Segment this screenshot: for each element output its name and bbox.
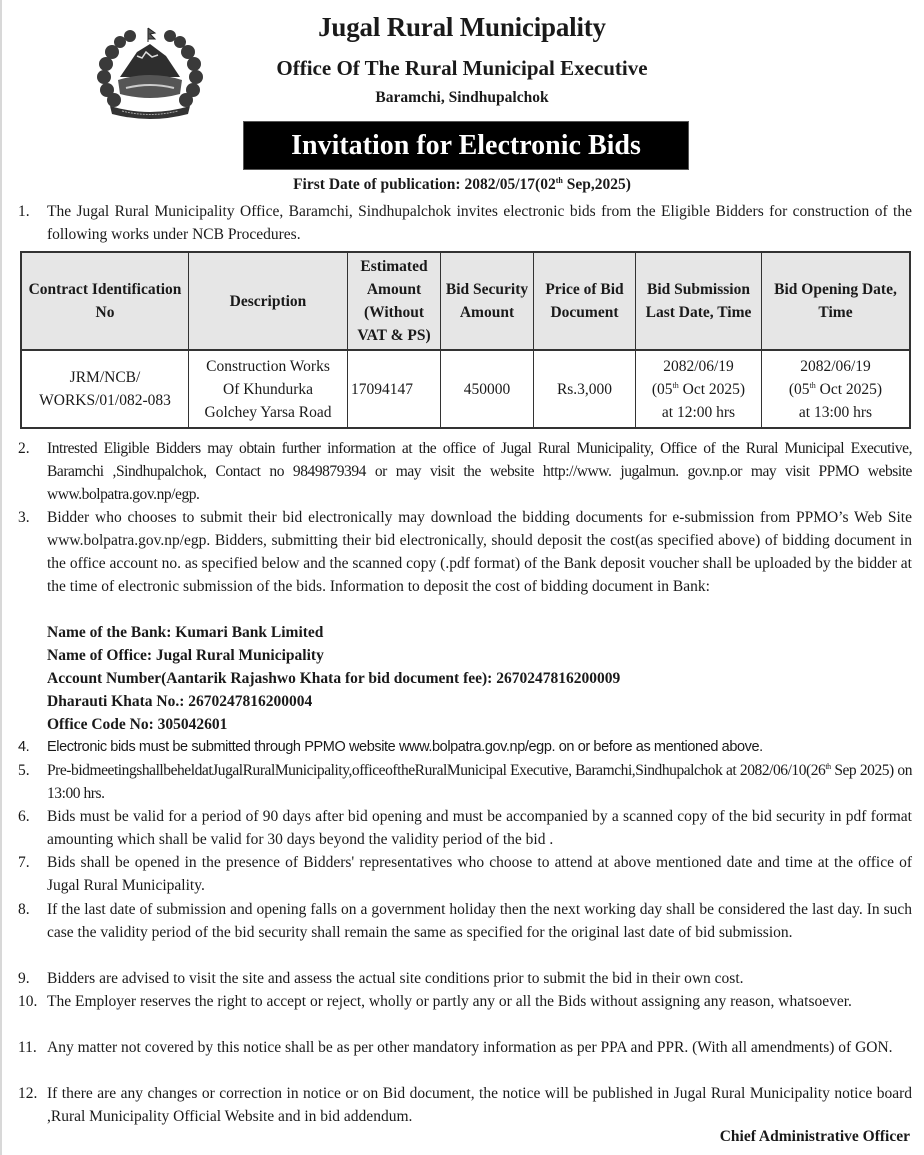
notice-item-1: 1. The Jugal Rural Municipality Office, Baramchi, Sindhupalchok invites electronic bids from the Eligible Bidders for construction of the following works under NCB Procedures. bbox=[18, 200, 912, 246]
office-code: Office Code No: 305042601 bbox=[47, 716, 228, 733]
account-number: Account Number(Aantarik Rajashwo Khata for bid document fee): 2670247816200009 bbox=[47, 670, 621, 687]
bank-name: Name of the Bank: Kumari Bank Limited bbox=[47, 624, 324, 641]
notice-item-8: 8. If the last date of submission and opening falls on a government holiday then the next working day shall be considered the last day. In such case the validity period of the bid security shall remain the same as specified for the original last date of bid submission. bbox=[18, 898, 912, 944]
notice-item-11: 11. Any matter not covered by this notice shall be as per other mandatory information as per PPA and PPR. (With all amendments) of GON. bbox=[18, 1036, 912, 1059]
cell-submission-date: 2082/06/19 (05th Oct 2025) at 12:00 hrs bbox=[636, 350, 762, 428]
notice-item-text: The Jugal Rural Municipality Office, Baramchi, Sindhupalchok invites electronic bids from the Eligible Bidders for construction of the following works under NCB Procedures. bbox=[47, 203, 912, 243]
col-estimated-amount: Estimated Amount (Without VAT & PS) bbox=[348, 252, 441, 350]
notice-item-7: 7. Bids shall be opened in the presence of Bidders' representatives who choose to attend at above mentioned date and time at the office of Jugal Rural Municipality. bbox=[18, 851, 912, 897]
cell-bid-security: 450000 bbox=[441, 350, 534, 428]
contract-table bbox=[20, 251, 911, 429]
col-description: Description bbox=[189, 252, 348, 350]
office-subtitle: Office Of The Rural Municipal Executive bbox=[276, 56, 648, 80]
col-submission-date: Bid Submission Last Date, Time bbox=[636, 252, 762, 350]
notice-item-text: Bids shall be opened in the presence of Bidders' representatives who choose to attend at above mentioned date and time at the office of Jugal Rural Municipality. bbox=[47, 854, 912, 894]
notice-item-5: 5. Pre-bidmeetingshallbeheldatJugalRuralMunicipality,officeoftheRuralMunicipal Executive, Baramchi,Sindhupalchok at 2082/06/10(26th Sep 2025) on 13:00 hrs. bbox=[18, 759, 912, 805]
col-opening-date: Bid Opening Date, Time bbox=[762, 252, 911, 350]
notice-item-12: 12. If there are any changes or correction in notice or on Bid document, the notice will be published in Jugal Rural Municipality notice board ,Rural Municipality Official Website and in bid addendum. bbox=[18, 1082, 912, 1128]
cell-price-of-document: Rs.3,000 bbox=[534, 350, 636, 428]
notice-item-text: Pre-bidmeetingshallbeheldatJugalRuralMunicipality,officeoftheRuralMunicipal Executive, Baramchi,Sindhupalchok at 2082/06/10(26th Sep 2025) on 13:00 hrs. bbox=[47, 761, 913, 802]
signature-title: Chief Administrative Officer bbox=[719, 1128, 910, 1145]
cell-opening-date: 2082/06/19 (05th Oct 2025) at 13:00 hrs bbox=[762, 350, 911, 428]
municipality-title: Jugal Rural Municipality bbox=[318, 12, 606, 42]
table-row bbox=[21, 350, 910, 428]
notice-banner-text: Invitation for Electronic Bids bbox=[291, 129, 641, 161]
notice-item-text: If the last date of submission and opening falls on a government holiday then the next working day shall be considered the last day. In such case the validity period of the bid security shall remain the same as specified for the original last date of bid submission. bbox=[47, 901, 912, 941]
office-location: Baramchi, Sindhupalchok bbox=[375, 89, 549, 106]
notice-item-text: Bids must be valid for a period of 90 days after bid opening and must be accompanied by a scanned copy of the bid security in pdf format amounting which shall be valid for 30 days beyond the validity period of the bid . bbox=[47, 808, 912, 848]
cell-estimated-amount: 17094147 bbox=[348, 350, 441, 428]
page-edge bbox=[0, 0, 2, 1155]
office-name: Name of Office: Jugal Rural Municipality bbox=[47, 647, 324, 664]
col-bid-security: Bid Security Amount bbox=[441, 252, 534, 350]
notice-item-2: 2. Intrested Eligible Bidders may obtain further information at the office of Jugal Rural Municipality, Office of the Rural Municipal Executive, Baramchi ,Sindhupalchok, Contact no 9849879394 or may visit the website http://www. jugalmun. gov.np.or may visit PPMO website www.bolpatra.gov.np/egp. bbox=[18, 437, 912, 506]
notice-item-9: 9. Bidders are advised to visit the site and assess the actual site conditions prior to submit the bid in their own cost. bbox=[18, 967, 912, 990]
publication-date: First Date of publication: 2082/05/17(02th Sep,2025) bbox=[293, 175, 631, 193]
notice-item-text: Bidder who chooses to submit their bid electronically may download the bidding documents for e-submission from PPMO’s Web Site www.bolpatra.gov.np/egp. Bidders, submitting their bid electronically, should deposit the cost(as specified above) of bidding document in the office account no. as specified below and the scanned copy (.pdf format) of the Bank deposit voucher shall be uploaded by the bidder at the time of electronic submission of the bids. Information to deposit the cost of bidding document in Bank: bbox=[47, 509, 912, 595]
table-header-row bbox=[21, 252, 910, 350]
col-contract-id: Contract Identification No bbox=[21, 252, 189, 350]
cell-contract-id: JRM/NCB/ WORKS/01/082-083 bbox=[21, 350, 189, 428]
dharauti-khata: Dharauti Khata No.: 2670247816200004 bbox=[47, 693, 313, 710]
notice-item-text: If there are any changes or correction in notice or on Bid document, the notice will be published in Jugal Rural Municipality notice board ,Rural Municipality Official Website and in bid addendum. bbox=[47, 1085, 912, 1125]
notice-item-text: Any matter not covered by this notice shall be as per other mandatory information as per PPA and PPR. (With all amendments) of GON. bbox=[47, 1039, 893, 1056]
notice-item-text: The Employer reserves the right to accept or reject, wholly or partly any or all the Bids without assigning any reason, whatsoever. bbox=[47, 993, 852, 1010]
cell-description: Construction Works Of Khundurka Golchey Yarsa Road bbox=[189, 350, 348, 428]
notice-item-text: Intrested Eligible Bidders may obtain further information at the office of Jugal Rural Municipality, Office of the Rural Municipal Executive, Baramchi ,Sindhupalchok, Contact no 9849879394 or may visit the website http://www. jugalmun. gov.np.or may visit PPMO website www.bolpatra.gov.np/egp. bbox=[47, 440, 912, 503]
notice-item-text: Electronic bids must be submitted through PPMO website www.bolpatra.gov.np/egp. on or before as mentioned above. bbox=[47, 739, 763, 755]
col-price-of-document: Price of Bid Document bbox=[534, 252, 636, 350]
notice-item-4: 4. Electronic bids must be submitted through PPMO website www.bolpatra.gov.np/egp. on or before as mentioned above. bbox=[18, 736, 912, 759]
notice-item-text: Bidders are advised to visit the site and assess the actual site conditions prior to submit the bid in their own cost. bbox=[47, 970, 744, 987]
notice-item-6: 6. Bids must be valid for a period of 90 days after bid opening and must be accompanied by a scanned copy of the bid security in pdf format amounting which shall be valid for 30 days beyond the validity period of the bid . bbox=[18, 805, 912, 851]
notice-item-3: 3. Bidder who chooses to submit their bid electronically may download the bidding documents for e-submission from PPMO’s Web Site www.bolpatra.gov.np/egp. Bidders, submitting their bid electronically, should deposit the cost(as specified above) of bidding document in the office account no. as specified below and the scanned copy (.pdf format) of the Bank deposit voucher shall be uploaded by the bidder at the time of electronic submission of the bids. Information to deposit the cost of bidding document in Bank: bbox=[18, 506, 912, 598]
notice-item-10: 10. The Employer reserves the right to accept or reject, wholly or partly any or all the Bids without assigning any reason, whatsoever. bbox=[18, 990, 912, 1013]
notice-banner bbox=[243, 121, 689, 170]
